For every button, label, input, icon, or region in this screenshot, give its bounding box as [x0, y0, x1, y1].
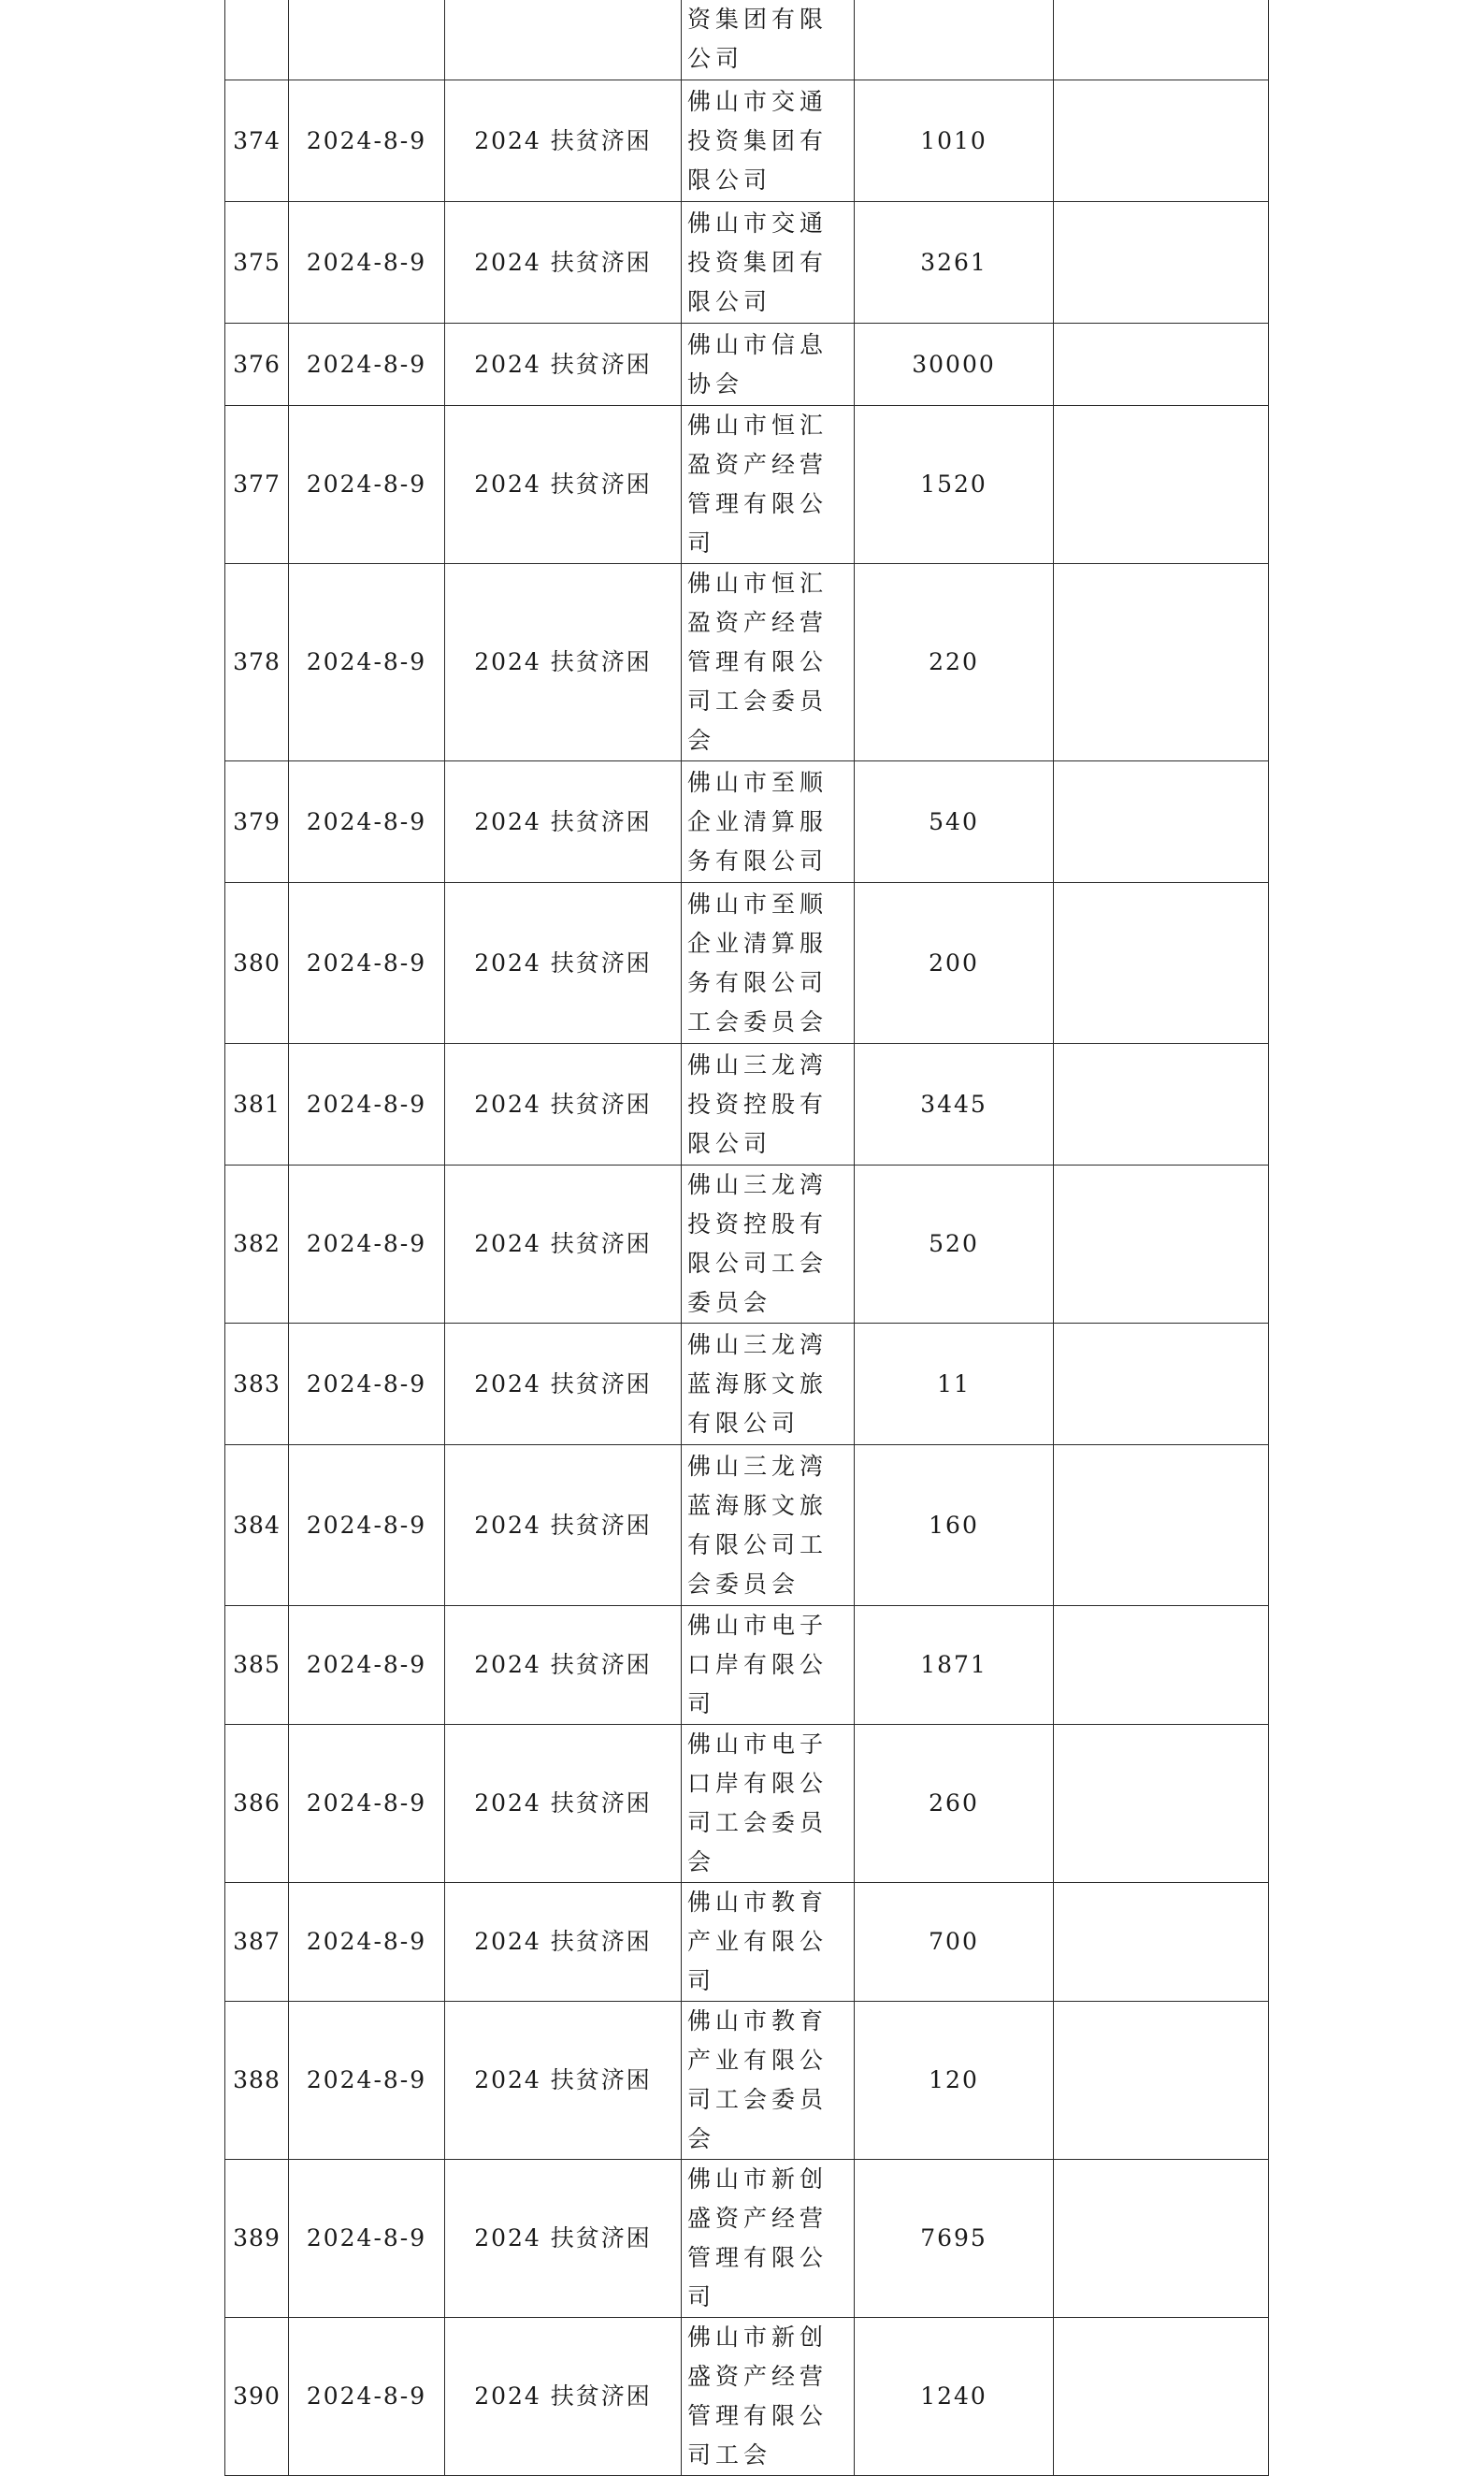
row-index: 383: [225, 1324, 289, 1445]
donation-date: 2024-8-9: [289, 564, 445, 761]
donation-amount: 3261: [855, 202, 1054, 324]
donation-date: 2024-8-9: [289, 761, 445, 883]
remark: [1054, 2160, 1269, 2318]
project-name: 2024 扶贫济困: [445, 202, 682, 324]
donor-name: 佛山市新创盛资产经营管理有限公司工会: [682, 2318, 855, 2476]
remark: [1054, 1166, 1269, 1324]
table-row: [225, 1445, 1269, 1606]
project-name: 2024 扶贫济困: [445, 1445, 682, 1606]
donation-date: 2024-8-9: [289, 1725, 445, 1883]
remark: [1054, 883, 1269, 1044]
donation-date: 2024-8-9: [289, 1445, 445, 1606]
donation-date: 2024-8-9: [289, 1883, 445, 2002]
project-name: 2024 扶贫济困: [445, 1166, 682, 1324]
donation-date: 2024-8-9: [289, 1044, 445, 1166]
table-row: [225, 202, 1269, 324]
row-index: 390: [225, 2318, 289, 2476]
table-row: [225, 1725, 1269, 1883]
donation-date: 2024-8-9: [289, 80, 445, 202]
donation-amount: 1010: [855, 80, 1054, 202]
remark: [1054, 324, 1269, 406]
row-index: 374: [225, 80, 289, 202]
table-row: [225, 883, 1269, 1044]
table-row: [225, 1044, 1269, 1166]
row-index: 385: [225, 1606, 289, 1725]
row-index: 382: [225, 1166, 289, 1324]
table-row: [225, 2002, 1269, 2160]
donation-amount: 3445: [855, 1044, 1054, 1166]
project-name: 2024 扶贫济困: [445, 2318, 682, 2476]
remark: [1054, 1606, 1269, 1725]
project-name: 2024 扶贫济困: [445, 564, 682, 761]
donation-date: 2024-8-9: [289, 324, 445, 406]
donor-name: 资集团有限公司: [682, 0, 855, 80]
project-name: 2024 扶贫济困: [445, 1606, 682, 1725]
donation-amount: [855, 0, 1054, 80]
table-row: [225, 1324, 1269, 1445]
donation-amount: 700: [855, 1883, 1054, 2002]
project-name: [445, 0, 682, 80]
remark: [1054, 406, 1269, 564]
table-row: [225, 2160, 1269, 2318]
table-row: [225, 0, 1269, 80]
donation-amount: 220: [855, 564, 1054, 761]
project-name: 2024 扶贫济困: [445, 324, 682, 406]
row-index: 379: [225, 761, 289, 883]
project-name: 2024 扶贫济困: [445, 80, 682, 202]
donor-name: 佛山市信息协会: [682, 324, 855, 406]
project-name: 2024 扶贫济困: [445, 1324, 682, 1445]
donor-name: 佛山市交通投资集团有限公司: [682, 202, 855, 324]
donation-date: 2024-8-9: [289, 1166, 445, 1324]
donation-amount: 200: [855, 883, 1054, 1044]
donation-amount: 160: [855, 1445, 1054, 1606]
row-index: 387: [225, 1883, 289, 2002]
row-index: 389: [225, 2160, 289, 2318]
donation-amount: 520: [855, 1166, 1054, 1324]
donation-amount: 1240: [855, 2318, 1054, 2476]
donation-amount: 1520: [855, 406, 1054, 564]
project-name: 2024 扶贫济困: [445, 883, 682, 1044]
donor-name: 佛山市教育产业有限公司: [682, 1883, 855, 2002]
remark: [1054, 1044, 1269, 1166]
remark: [1054, 2002, 1269, 2160]
donor-name: 佛山三龙湾蓝海豚文旅有限公司工会委员会: [682, 1445, 855, 1606]
remark: [1054, 1324, 1269, 1445]
donor-name: 佛山三龙湾投资控股有限公司: [682, 1044, 855, 1166]
row-index: 377: [225, 406, 289, 564]
table-row: [225, 1166, 1269, 1324]
remark: [1054, 564, 1269, 761]
remark: [1054, 1725, 1269, 1883]
row-index: 380: [225, 883, 289, 1044]
donor-name: 佛山市至顺企业清算服务有限公司: [682, 761, 855, 883]
project-name: 2024 扶贫济困: [445, 1883, 682, 2002]
donation-date: 2024-8-9: [289, 1606, 445, 1725]
donation-amount: 260: [855, 1725, 1054, 1883]
row-index: 388: [225, 2002, 289, 2160]
table-row: [225, 406, 1269, 564]
row-index: 381: [225, 1044, 289, 1166]
table-row: [225, 80, 1269, 202]
table-row: [225, 2318, 1269, 2476]
donor-name: 佛山市至顺企业清算服务有限公司工会委员会: [682, 883, 855, 1044]
project-name: 2024 扶贫济困: [445, 761, 682, 883]
donation-date: 2024-8-9: [289, 883, 445, 1044]
row-index: [225, 0, 289, 80]
donation-amount: 1871: [855, 1606, 1054, 1725]
project-name: 2024 扶贫济困: [445, 1725, 682, 1883]
table-row: [225, 564, 1269, 761]
row-index: 376: [225, 324, 289, 406]
project-name: 2024 扶贫济困: [445, 2160, 682, 2318]
row-index: 386: [225, 1725, 289, 1883]
donor-name: 佛山三龙湾投资控股有限公司工会委员会: [682, 1166, 855, 1324]
donor-name: 佛山市教育产业有限公司工会委员会: [682, 2002, 855, 2160]
donor-name: 佛山市恒汇盈资产经营管理有限公司工会委员会: [682, 564, 855, 761]
donation-amount: 7695: [855, 2160, 1054, 2318]
donation-date: [289, 0, 445, 80]
table-row: [225, 1883, 1269, 2002]
donation-date: 2024-8-9: [289, 1324, 445, 1445]
donation-date: 2024-8-9: [289, 2318, 445, 2476]
row-index: 378: [225, 564, 289, 761]
donation-amount: 120: [855, 2002, 1054, 2160]
remark: [1054, 2318, 1269, 2476]
table-row: [225, 761, 1269, 883]
remark: [1054, 1445, 1269, 1606]
row-index: 375: [225, 202, 289, 324]
project-name: 2024 扶贫济困: [445, 406, 682, 564]
donation-date: 2024-8-9: [289, 2160, 445, 2318]
table-row: [225, 1606, 1269, 1725]
donation-date: 2024-8-9: [289, 2002, 445, 2160]
donation-amount: 11: [855, 1324, 1054, 1445]
donor-name: 佛山市新创盛资产经营管理有限公司: [682, 2160, 855, 2318]
donor-name: 佛山市电子口岸有限公司: [682, 1606, 855, 1725]
project-name: 2024 扶贫济困: [445, 1044, 682, 1166]
donation-date: 2024-8-9: [289, 406, 445, 564]
donation-date: 2024-8-9: [289, 202, 445, 324]
row-index: 384: [225, 1445, 289, 1606]
remark: [1054, 80, 1269, 202]
donation-amount: 30000: [855, 324, 1054, 406]
donor-name: 佛山市交通投资集团有限公司: [682, 80, 855, 202]
donor-name: 佛山三龙湾蓝海豚文旅有限公司: [682, 1324, 855, 1445]
remark: [1054, 0, 1269, 80]
remark: [1054, 202, 1269, 324]
remark: [1054, 761, 1269, 883]
table-body: [225, 0, 1269, 2476]
donation-amount: 540: [855, 761, 1054, 883]
donor-name: 佛山市恒汇盈资产经营管理有限公司: [682, 406, 855, 564]
remark: [1054, 1883, 1269, 2002]
table-row: [225, 324, 1269, 406]
project-name: 2024 扶贫济困: [445, 2002, 682, 2160]
donation-table: [224, 0, 1269, 2476]
donor-name: 佛山市电子口岸有限公司工会委员会: [682, 1725, 855, 1883]
